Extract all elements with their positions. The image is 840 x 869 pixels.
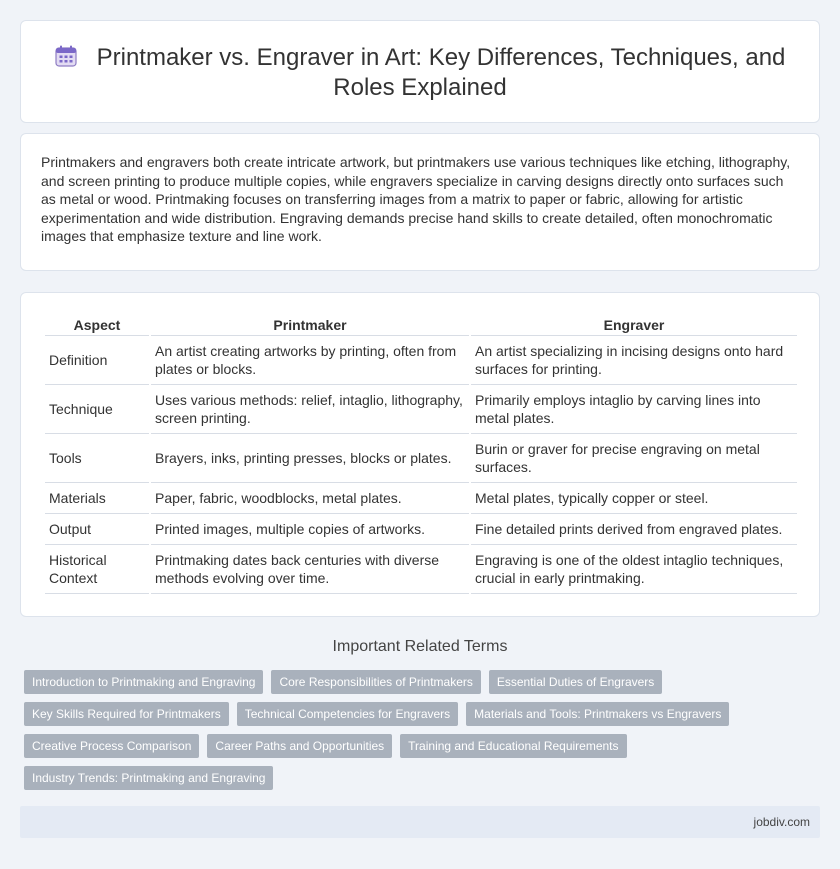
aspect-cell: Output	[45, 514, 149, 545]
related-term-tag[interactable]: Introduction to Printmaking and Engraving	[24, 670, 263, 694]
aspect-cell: Materials	[45, 483, 149, 514]
page-title-wrap	[21, 43, 819, 103]
table-row	[45, 385, 797, 434]
table-row	[45, 514, 797, 545]
aspect-cell: Technique	[45, 385, 149, 434]
related-terms-list	[24, 670, 824, 798]
comparison-card	[20, 292, 820, 617]
printmaker-cell: Printed images, multiple copies of artworks.	[151, 514, 469, 545]
table-row	[45, 434, 797, 483]
table-row	[45, 545, 797, 594]
related-term-tag[interactable]: Materials and Tools: Printmakers vs Engravers	[466, 702, 729, 726]
related-term-tag[interactable]: Career Paths and Opportunities	[207, 734, 392, 758]
printmaker-cell: Paper, fabric, woodblocks, metal plates.	[151, 483, 469, 514]
printmaker-cell: An artist creating artworks by printing, often from plates or blocks.	[151, 336, 469, 385]
printmaker-cell: Uses various methods: relief, intaglio, lithography, screen printing.	[151, 385, 469, 434]
header-engraver: Engraver	[471, 314, 797, 336]
aspect-cell: Tools	[45, 434, 149, 483]
intro-paragraph: Printmakers and engravers both create intricate artwork, but printmakers use various techniques like etching, lithography, and screen printing to produce multiple copies, while engravers specialize in carving designs directly onto surfaces such as metal or wood. Printmaking focuses on transferring images from a matrix to paper or fabric, allowing for artistic experimentation and wide distribution. Engraving demands precise hand skills to create detailed, often monochromatic images that emphasize texture and line work.	[41, 154, 791, 244]
related-term-tag[interactable]: Core Responsibilities of Printmakers	[271, 670, 480, 694]
footer	[20, 806, 820, 838]
related-term-tag[interactable]: Technical Competencies for Engravers	[237, 702, 458, 726]
tag-row	[24, 766, 824, 790]
engraver-cell: Fine detailed prints derived from engraved plates.	[471, 514, 797, 545]
related-term-tag[interactable]: Industry Trends: Printmaking and Engraving	[24, 766, 273, 790]
title-card	[20, 20, 820, 123]
printmaker-cell: Brayers, inks, printing presses, blocks or plates.	[151, 434, 469, 483]
table-header-row	[45, 314, 797, 336]
footer-site-link[interactable]: jobdiv.com	[753, 815, 810, 829]
printmaker-cell: Printmaking dates back centuries with diverse methods evolving over time.	[151, 545, 469, 594]
table-row	[45, 483, 797, 514]
related-terms-title: Important Related Terms	[332, 638, 508, 655]
page-title: Printmaker vs. Engraver in Art: Key Differences, Techniques, and Roles Explained	[96, 44, 786, 101]
header-aspect: Aspect	[45, 314, 149, 336]
engraver-cell: Burin or graver for precise engraving on metal surfaces.	[471, 434, 797, 483]
related-term-tag[interactable]: Creative Process Comparison	[24, 734, 199, 758]
header-printmaker: Printmaker	[151, 314, 469, 336]
engraver-cell: Metal plates, typically copper or steel.	[471, 483, 797, 514]
engraver-cell: Primarily employs intaglio by carving lines into metal plates.	[471, 385, 797, 434]
comparison-table	[43, 314, 799, 594]
related-term-tag[interactable]: Training and Educational Requirements	[400, 734, 626, 758]
engraver-cell: An artist specializing in incising designs onto hard surfaces for printing.	[471, 336, 797, 385]
calendar-icon	[55, 45, 77, 67]
aspect-cell: Historical Context	[45, 545, 149, 594]
tag-row	[24, 734, 824, 758]
engraver-cell: Engraving is one of the oldest intaglio techniques, crucial in early printmaking.	[471, 545, 797, 594]
related-term-tag[interactable]: Essential Duties of Engravers	[489, 670, 662, 694]
intro-card	[20, 133, 820, 271]
table-row	[45, 336, 797, 385]
related-term-tag[interactable]: Key Skills Required for Printmakers	[24, 702, 229, 726]
aspect-cell: Definition	[45, 336, 149, 385]
tag-row	[24, 702, 824, 726]
tag-row	[24, 670, 824, 694]
